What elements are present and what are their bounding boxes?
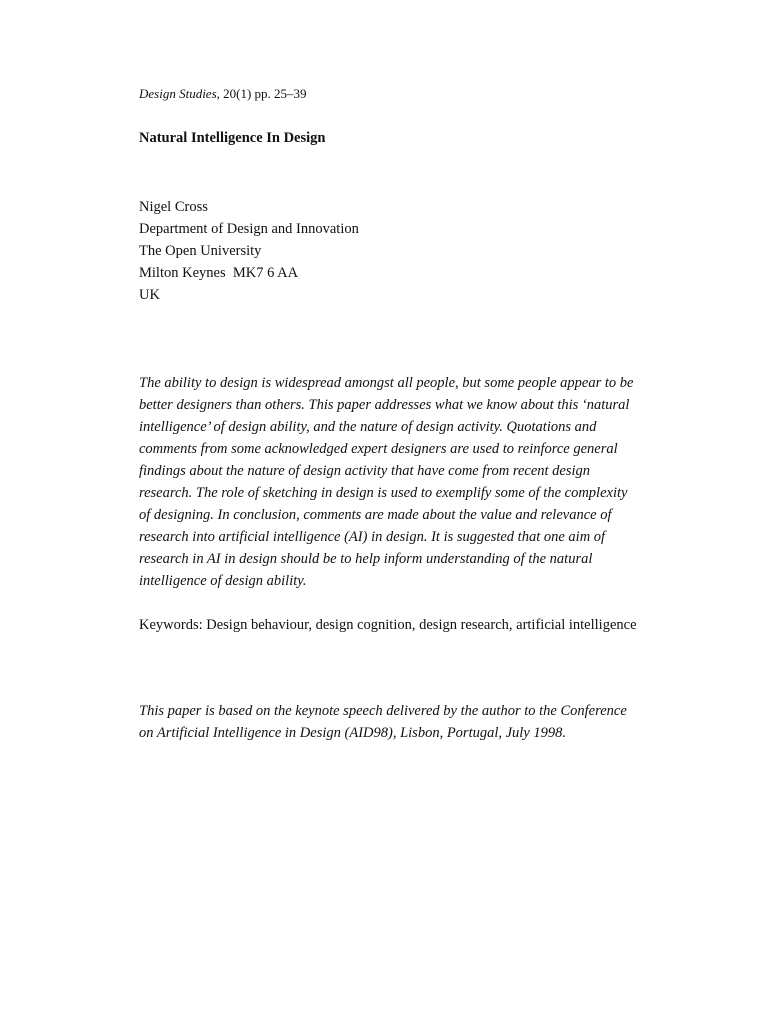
note-line: on Artificial Intelligence in Design (AID98), Lisbon, Portugal, July 1998. <box>139 725 567 741</box>
abstract-line: findings about the nature of design activity that have come from recent design <box>139 463 591 479</box>
note-line: This paper is based on the keynote speech delivered by the author to the Conference <box>139 703 627 719</box>
abstract-line: intelligence of design ability. <box>139 573 307 589</box>
paper-page <box>139 84 699 744</box>
keywords: Keywords: Design behaviour, design cognition, design research, artificial intelligence <box>139 617 637 633</box>
abstract <box>139 372 684 592</box>
author-institution: The Open University <box>139 243 262 259</box>
abstract-line: research. The role of sketching in design is used to exemplify some of the complexity <box>139 485 628 501</box>
citation-details: , 20(1) pp. 25–39 <box>216 86 307 101</box>
author-city-postcode: Milton Keynes MK7 6 AA <box>139 265 299 281</box>
author-block <box>139 196 699 306</box>
author-department: Department of Design and Innovation <box>139 221 359 237</box>
abstract-line: The ability to design is widespread amongst all people, but some people appear to be <box>139 375 634 391</box>
abstract-line: research in AI in design should be to help inform understanding of the natural <box>139 551 593 567</box>
paper-title: Natural Intelligence In Design <box>139 130 326 146</box>
author-name: Nigel Cross <box>139 199 208 215</box>
abstract-line: intelligence’ of design ability, and the nature of design activity. Quotations and <box>139 419 597 435</box>
citation <box>139 84 699 104</box>
abstract-line: research into artificial intelligence (AI) in design. It is suggested that one aim of <box>139 529 606 545</box>
journal-name: Design Studies <box>139 86 217 101</box>
keynote-note <box>139 700 684 744</box>
abstract-line: comments from some acknowledged expert designers are used to reinforce general <box>139 441 618 457</box>
abstract-line: better designers than others. This paper addresses what we know about this ‘natural <box>139 397 630 413</box>
abstract-line: of designing. In conclusion, comments are made about the value and relevance of <box>139 507 612 523</box>
author-country: UK <box>139 287 160 303</box>
